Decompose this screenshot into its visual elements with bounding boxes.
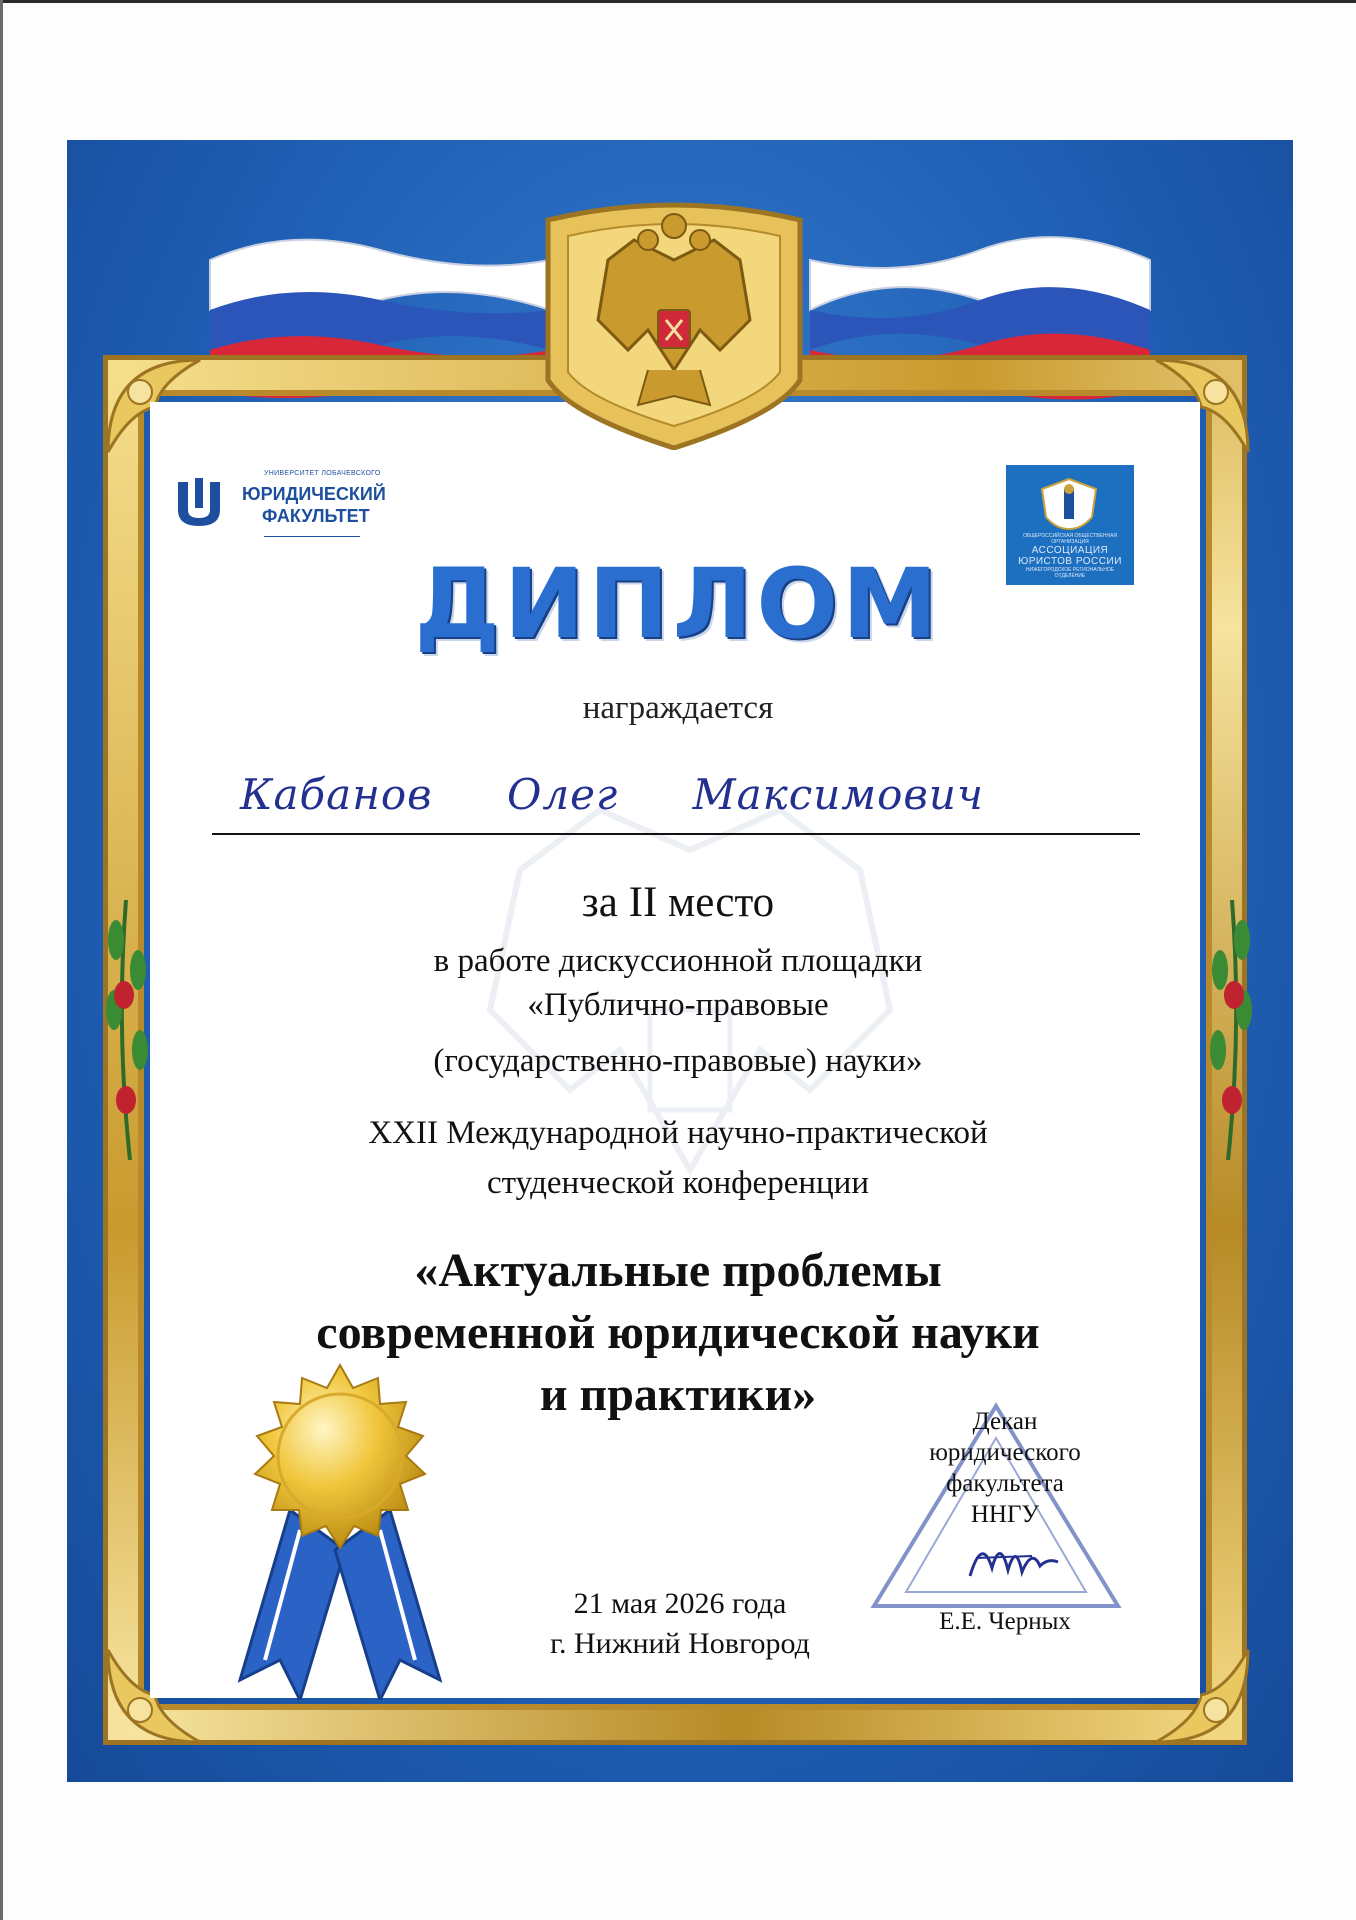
conference-title-line-2: современной юридической науки — [316, 1306, 1040, 1359]
faculty-logo-rule — [264, 536, 360, 537]
work-line-2: «Публично-правовые — [527, 987, 829, 1023]
issue-date: 21 мая 2026 года — [573, 1587, 787, 1620]
dean-title-line-2: юридического — [929, 1439, 1081, 1466]
association-name-line1: АССОЦИАЦИЯ — [1031, 545, 1109, 556]
work-line-3: (государственно-правовые) науки» — [433, 1043, 923, 1079]
recipient-name: Кабанов Олег Максимович — [240, 770, 985, 819]
conference-title-line-1: «Актуальные проблемы — [414, 1244, 942, 1297]
work-line-1: в работе дискуссионной площадки — [433, 943, 923, 979]
coat-of-arms-emblem — [538, 200, 810, 450]
dean-title-line-3: факультета — [946, 1470, 1064, 1497]
dean-signature — [962, 1528, 1062, 1588]
conference-line-1: XXII Международной научно-практической — [368, 1115, 988, 1151]
dean-title-block — [900, 1406, 1110, 1530]
conference-title — [0, 1240, 1356, 1426]
issue-city: г. Нижний Новгород — [550, 1627, 810, 1660]
association-name-line2: ЮРИСТОВ РОССИИ — [1018, 556, 1122, 567]
dean-name: Е.Е. Черных — [939, 1608, 1071, 1635]
association-small-caption-bottom: НИЖЕГОРОДСКОЕ РЕГИОНАЛЬНОЕ ОТДЕЛЕНИЕ — [1025, 567, 1115, 579]
conference-line-2: студенческой конференции — [487, 1165, 869, 1201]
conference-title-line-3: и практики» — [539, 1368, 817, 1421]
university-logo-icon — [172, 476, 226, 530]
issue-date-block — [480, 1584, 880, 1664]
gold-medal-icon — [220, 1360, 460, 1700]
faculty-logo — [172, 470, 422, 540]
diploma-title: ДИПЛОМ — [414, 548, 942, 660]
name-underline — [212, 833, 1140, 835]
dean-title-line-4: ННГУ — [970, 1501, 1040, 1528]
awarded-label: награждается — [582, 690, 774, 726]
faculty-logo-line2: ФАКУЛЬТЕТ — [262, 506, 370, 526]
association-emblem-icon — [1036, 477, 1102, 531]
faculty-logo-small-caption: УНИВЕРСИТЕТ ЛОБАЧЕВСКОГО — [264, 470, 381, 477]
scan-edge — [0, 0, 1356, 3]
award-place: за II место — [581, 879, 775, 926]
dean-title-line-1: Декан — [972, 1408, 1038, 1435]
faculty-logo-line1: ЮРИДИЧЕСКИЙ — [242, 484, 386, 504]
association-small-caption-top: ОБЩЕРОССИЙСКАЯ ОБЩЕСТВЕННАЯ ОРГАНИЗАЦИЯ — [1022, 533, 1118, 545]
